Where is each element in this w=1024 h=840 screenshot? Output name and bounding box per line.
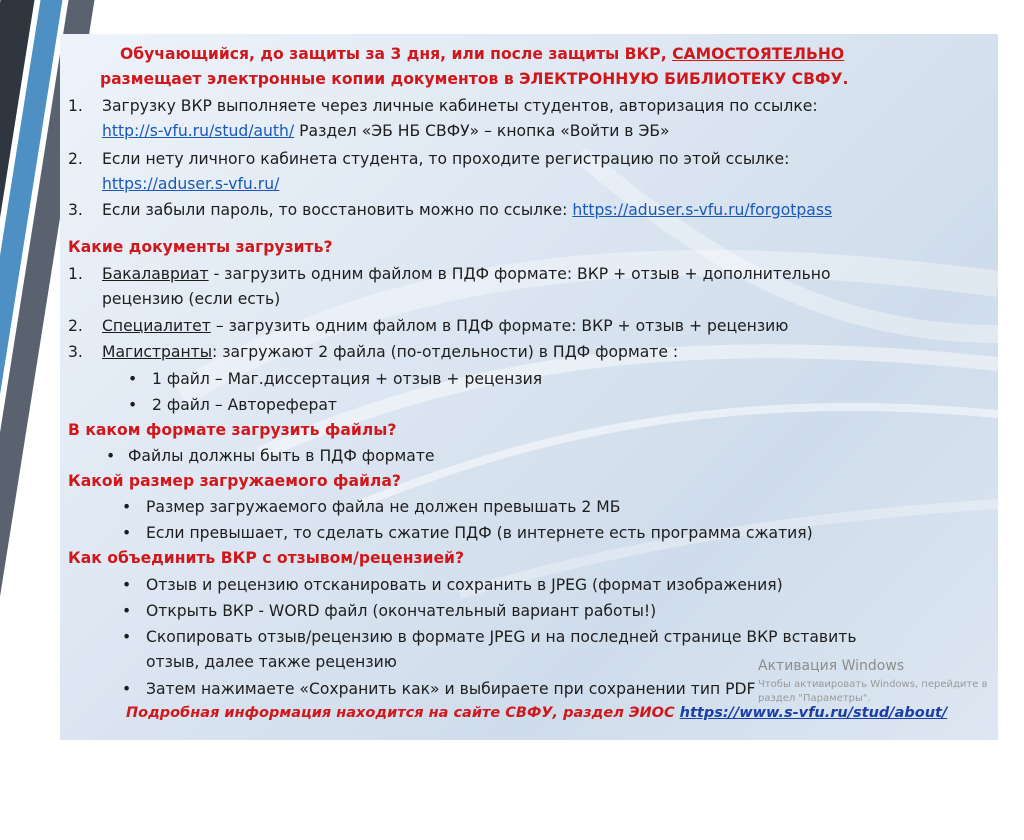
bullet-dot: • bbox=[122, 602, 132, 620]
size-bullet: Если превышает, то сделать сжатие ПДФ (в интернете есть программа сжатия) bbox=[146, 524, 813, 542]
register-link[interactable]: https://aduser.s-vfu.ru/ bbox=[102, 175, 280, 193]
doc-item bbox=[102, 316, 788, 336]
doc-text: - загрузить одним файлом в ПДФ формате: ВКР + отзыв + дополнительно bbox=[208, 265, 831, 283]
doc-item-cont: рецензию (если есть) bbox=[102, 290, 281, 308]
bullet-dot: • bbox=[122, 628, 132, 646]
step-number: 2. bbox=[68, 150, 83, 168]
bullet-dot: • bbox=[122, 576, 132, 594]
doc-item bbox=[102, 264, 831, 284]
step-number: 1. bbox=[68, 97, 83, 115]
doc-text: – загрузить одним файлом в ПДФ формате: ВКР + отзыв + рецензию bbox=[210, 317, 789, 335]
footer-line bbox=[126, 703, 947, 723]
auth-link[interactable]: http://s-vfu.ru/stud/auth/ bbox=[102, 122, 295, 140]
step-text-cont: Раздел «ЭБ НБ СВФУ» – кнопка «Войти в ЭБ» bbox=[294, 122, 670, 140]
bullet-dot: • bbox=[122, 680, 132, 698]
format-bullet: Файлы должны быть в ПДФ формате bbox=[128, 447, 435, 465]
slide bbox=[60, 34, 998, 740]
step-text-label: Если забыли пароль, то восстановить можно по ссылке: bbox=[102, 201, 573, 219]
merge-bullet: Скопировать отзыв/рецензию в формате JPEG и на последней странице ВКР вставить bbox=[146, 628, 857, 646]
bullet-dot: • bbox=[128, 396, 138, 414]
forgot-password-link[interactable]: https://aduser.s-vfu.ru/forgotpass bbox=[572, 201, 833, 219]
footer-text: Подробная информация находится на сайте СВФУ, раздел ЭИОС bbox=[126, 705, 680, 721]
title-emphasis: САМОСТОЯТЕЛЬНО bbox=[672, 45, 845, 63]
merge-bullet: Затем нажимаете «Сохранить как» и выбираете при сохранении тип PDF bbox=[146, 680, 756, 698]
format-heading: В каком формате загрузить файлы? bbox=[68, 421, 397, 439]
doc-label: Магистранты bbox=[102, 343, 213, 361]
windows-activation-text: раздел "Параметры". bbox=[758, 693, 871, 704]
master-bullet: 2 файл – Автореферат bbox=[152, 396, 338, 414]
master-bullet: 1 файл – Маг.диссертация + отзыв + рецензия bbox=[152, 370, 543, 388]
size-bullet: Размер загружаемого файла не должен превышать 2 МБ bbox=[146, 498, 621, 516]
windows-activation-text: Чтобы активировать Windows, перейдите в bbox=[758, 679, 988, 690]
merge-bullet-cont: отзыв, далее также рецензию bbox=[146, 653, 397, 671]
doc-label: Бакалавриат bbox=[102, 265, 209, 283]
step-text: Загрузку ВКР выполняете через личные кабинеты студентов, авторизация по ссылке: bbox=[102, 97, 818, 115]
doc-label: Специалитет bbox=[102, 317, 211, 335]
step-line-2 bbox=[102, 121, 670, 141]
windows-activation-title: Активация Windows bbox=[758, 658, 905, 674]
doc-number: 2. bbox=[68, 317, 83, 335]
doc-number: 1. bbox=[68, 265, 83, 283]
bullet-dot: • bbox=[106, 447, 116, 465]
merge-bullet: Открыть ВКР - WORD файл (окончательный вариант работы!) bbox=[146, 602, 657, 620]
footer-link[interactable]: https://www.s-vfu.ru/stud/about/ bbox=[679, 705, 948, 721]
docs-heading: Какие документы загрузить? bbox=[68, 238, 333, 256]
doc-text: : загружают 2 файла (по-отдельности) в ПДФ формате : bbox=[212, 343, 679, 361]
title-line-2: размещает электронные копии документов в ЭЛЕКТРОННУЮ БИБЛИОТЕКУ СВФУ. bbox=[100, 70, 849, 88]
title-text: Обучающийся, до защиты за 3 дня, или после защиты ВКР, bbox=[120, 45, 673, 63]
size-heading: Какой размер загружаемого файла? bbox=[68, 472, 401, 490]
step-number: 3. bbox=[68, 201, 83, 219]
slide-content bbox=[60, 34, 998, 740]
merge-bullet: Отзыв и рецензию отсканировать и сохранить в JPEG (формат изображения) bbox=[146, 576, 783, 594]
bullet-dot: • bbox=[122, 524, 132, 542]
doc-item bbox=[102, 342, 678, 362]
step-line-2 bbox=[102, 174, 279, 194]
title-line-1 bbox=[120, 44, 844, 64]
bullet-dot: • bbox=[128, 370, 138, 388]
step-text: Если нету личного кабинета студента, то проходите регистрацию по этой ссылке: bbox=[102, 150, 790, 168]
bullet-dot: • bbox=[122, 498, 132, 516]
doc-number: 3. bbox=[68, 343, 83, 361]
step-text bbox=[102, 200, 832, 220]
merge-heading: Как объединить ВКР с отзывом/рецензией? bbox=[68, 549, 465, 567]
